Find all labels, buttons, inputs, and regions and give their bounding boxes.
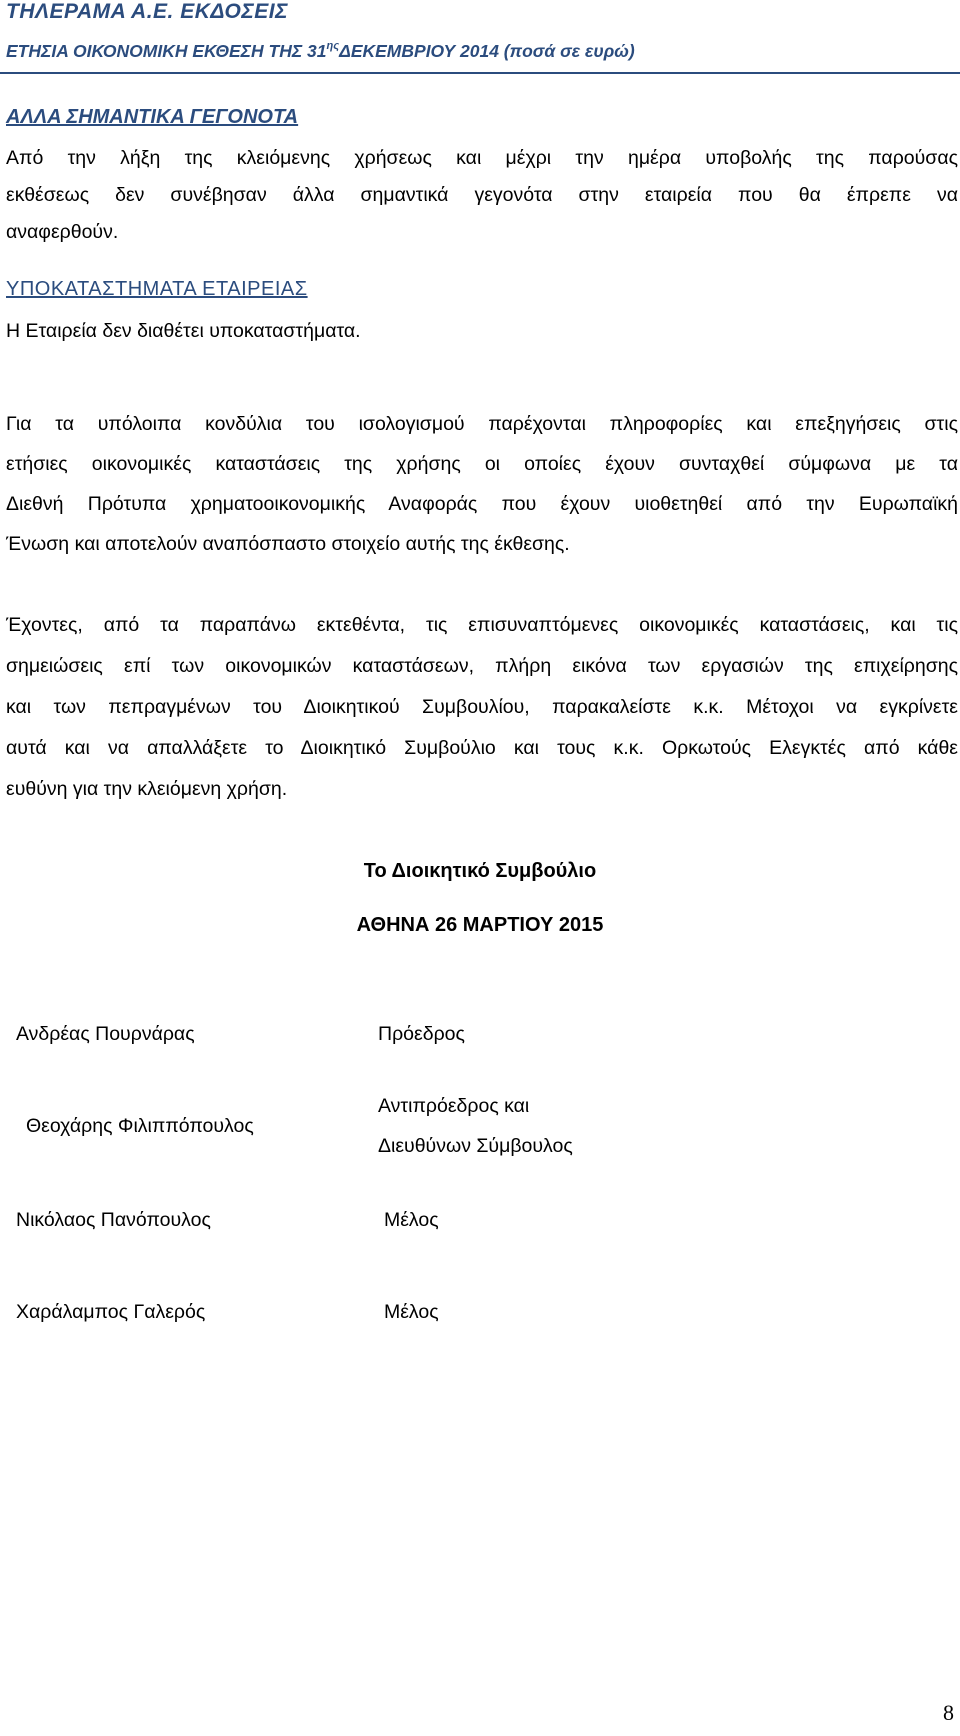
subtitle-post: ΔΕΚΕΜΒΡΙΟΥ 2014 (ποσά σε ευρώ) [339, 41, 635, 61]
subtitle-sup: ης [326, 40, 340, 52]
text-line: ευθύνη για την κλειόμενη χρήση. [6, 778, 288, 800]
text-line: Διεθνή Πρότυπα χρηματοοικονομικής Αναφοράς που έχουν υιοθετηθεί από την Ευρωπαϊκή [6, 493, 958, 515]
signatory-role-line2: Διευθύνων Σύμβουλος [378, 1135, 573, 1157]
signatory-role: Πρόεδρος [378, 1023, 465, 1045]
closing-paragraph [6, 607, 958, 812]
signatory-role: Μέλος [384, 1209, 439, 1231]
signatory-role: Μέλος [384, 1301, 439, 1323]
header-divider [0, 72, 960, 74]
board-title: Το Διοικητικό Συμβούλιο [363, 860, 597, 882]
signatory-name: Ανδρέας Πουρνάρας [16, 1023, 195, 1045]
text-line: και των πεπραγμένων του Διοικητικού Συμβουλίου, παρακαλείστε κ.κ. Μέτοχοι να εγκρίνετε [6, 696, 958, 718]
signatory-name: Θεοχάρης Φιλιππόπουλος [26, 1115, 254, 1137]
branches-text [6, 313, 958, 350]
company-header: ΤΗΛΕΡΑΜΑ Α.Ε. ΕΚΔΟΣΕΙΣ [6, 0, 289, 23]
other-events-text [6, 140, 958, 251]
signatory-role: Αντιπρόεδρος και [378, 1095, 530, 1117]
text-line: Έχοντες, από τα παραπάνω εκτεθέντα, τις επισυναπτόμενες οικονομικές καταστάσεις, και τις [6, 614, 958, 636]
page-number: 8 [943, 1700, 954, 1725]
signatory-name: Νικόλαος Πανόπουλος [16, 1209, 211, 1231]
signatory-name: Χαράλαμπος Γαλερός [16, 1301, 206, 1323]
text-line: ετήσιες οικονομικές καταστάσεις της χρήσης οι οποίες έχουν συνταχθεί σύμφωνα με τα [6, 453, 958, 475]
text-line: αναφερθούν. [6, 221, 119, 243]
signing-date: ΑΘΗΝΑ 26 ΜΑΡΤΙΟΥ 2015 [356, 914, 604, 936]
text-line: Ένωση και αποτελούν αναπόσπαστο στοιχείο αυτής της έκθεσης. [6, 533, 570, 555]
text-line: Για τα υπόλοιπα κονδύλια του ισολογισμού παρέχονται πληροφορίες και επεξηγήσεις στις [6, 413, 958, 435]
text-line: εκθέσεως δεν συνέβησαν άλλα σημαντικά γεγονότα στην εταιρεία που θα έπρεπε να [6, 184, 958, 206]
other-events-heading: ΑΛΛΑ ΣΗΜΑΝΤΙΚΑ ΓΕΓΟΝΟΤΑ [6, 106, 299, 128]
report-subtitle [6, 40, 635, 62]
text-line: αυτά και να απαλλάξετε το Διοικητικό Συμβούλιο και τους κ.κ. Ορκωτούς Ελεγκτές από κάθε [6, 737, 958, 759]
text-line: σημειώσεις επί των οικονομικών καταστάσεων, πλήρη εικόνα των εργασιών της επιχείρησης [6, 655, 958, 677]
branches-heading: ΥΠΟΚΑΤΑΣΤΗΜΑΤΑ ΕΤΑΙΡΕΙΑΣ [6, 278, 308, 300]
subtitle-pre: ΕΤΗΣΙΑ ΟΙΚΟΝΟΜΙΚΗ ΕΚΘΕΣΗ ΤΗΣ 31 [6, 41, 327, 61]
balance-paragraph [6, 406, 958, 566]
text-line: Η Εταιρεία δεν διαθέτει υποκαταστήματα. [6, 320, 361, 342]
text-line: Από την λήξη της κλειόμενης χρήσεως και μέχρι την ημέρα υποβολής της παρούσας [6, 147, 958, 169]
